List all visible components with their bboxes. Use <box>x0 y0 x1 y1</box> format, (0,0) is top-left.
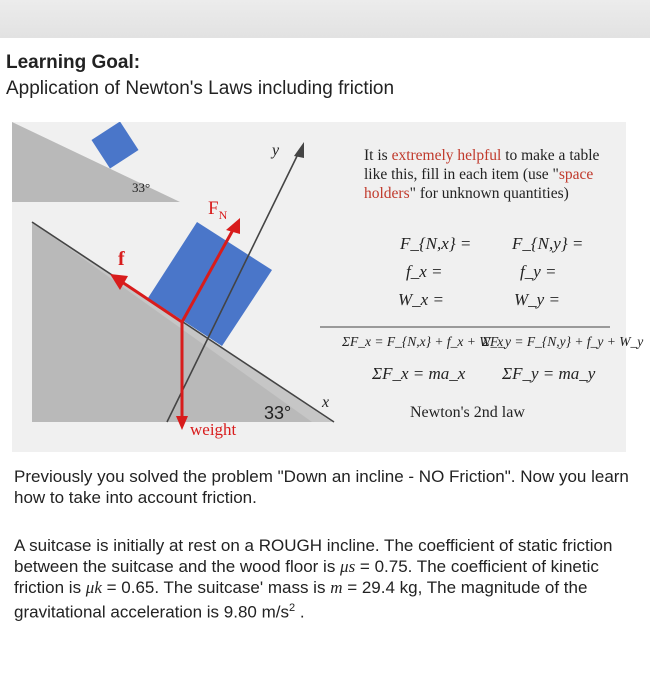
mu-s-symbol: μs <box>340 557 356 576</box>
friction-label: f <box>118 248 125 270</box>
newton-x-equation: ΣF_x = ma_x <box>372 364 466 383</box>
weight-label: weight <box>190 420 237 439</box>
weight-arrowhead <box>176 416 188 430</box>
intro-paragraph: Previously you solved the problem "Down an incline - NO Friction". Now you learn how to take into account friction. <box>14 467 629 507</box>
window-top-bar <box>0 0 650 38</box>
sum-x-equation: ΣF_x = F_{N,x} + f_x + W_x <box>342 334 504 349</box>
goal-title: Learning Goal: <box>6 52 141 73</box>
table-row1-right: F_{N,y} = <box>512 234 584 253</box>
hint-text: It is extremely helpful to make a table like this, fill in each item (use "space holders" for unknown quantities) <box>364 147 600 202</box>
newton-y-equation: ΣF_y = ma_y <box>502 364 596 383</box>
y-axis-label: y <box>272 142 280 159</box>
top-box <box>91 122 138 169</box>
problem-paragraph: A suitcase is initially at rest on a ROUGH incline. The coefficient of static friction between the suitcase and the wood floor is μs = 0.75. The coefficient of kinetic friction is μk = 0.65. The suitcase' mass is m = 29.4 kg, The magnitude of the gravitational acceleration is 9.80 $m/s^2$ . <box>14 536 613 622</box>
normal-force-arrowhead <box>226 218 240 234</box>
mass-symbol: m <box>330 578 343 597</box>
newton-law-label: Newton's 2nd law <box>410 404 525 421</box>
table-row1-left: F_{N,x} = <box>400 234 472 253</box>
table-row3-left: W_x = <box>398 290 444 309</box>
mu-k-symbol: μk <box>85 578 102 597</box>
learning-goal <box>6 50 394 102</box>
table-row2-right: f_y = <box>520 262 557 281</box>
table-row3-right: W_y = <box>514 290 560 309</box>
sum-y-equation: ΣF_y = F_{N,y} + f_y + W_y <box>482 334 644 349</box>
free-body-figure <box>12 122 644 452</box>
top-angle-label: 33° <box>132 180 151 195</box>
bottom-angle-label: 33° <box>264 403 292 423</box>
table-row2-left: f_x = <box>406 262 443 281</box>
gravity-value: 9.80 m/s <box>223 602 289 622</box>
goal-subtitle: Application of Newton's Laws including friction <box>6 78 395 99</box>
normal-force-label: $F_N$ <box>208 198 228 222</box>
x-axis-label: x <box>322 394 330 411</box>
top-incline <box>12 122 180 202</box>
y-axis-arrowhead <box>294 142 304 158</box>
